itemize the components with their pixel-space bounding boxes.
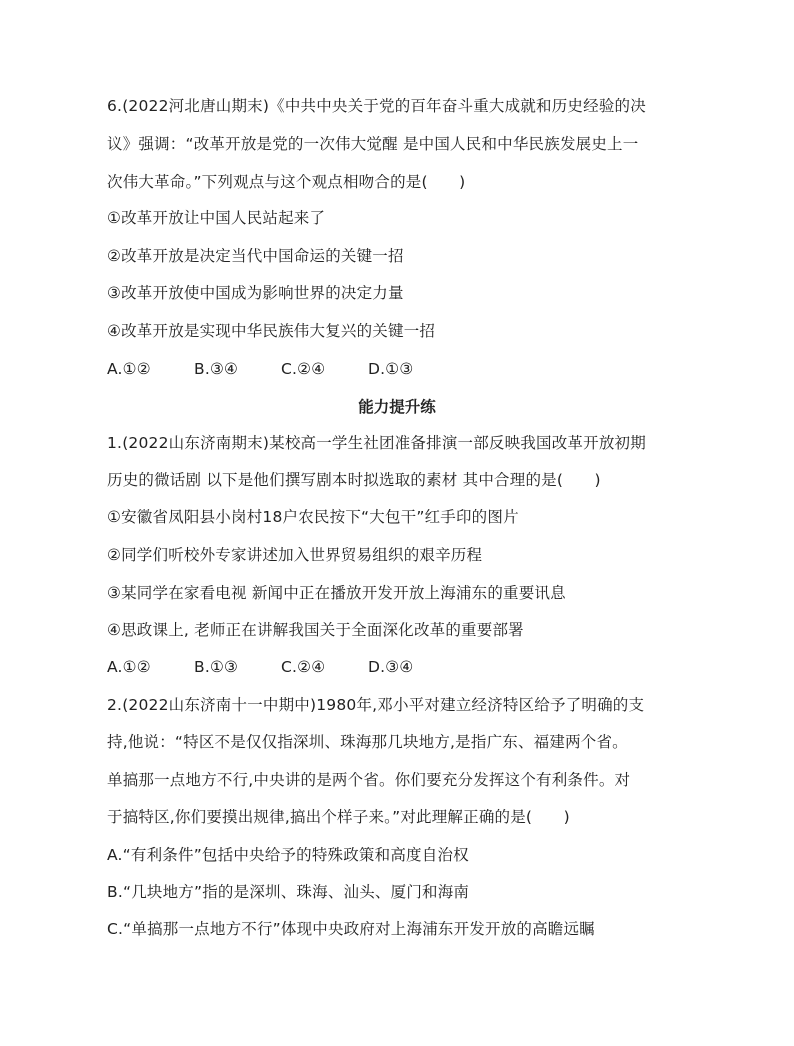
q6-item-1: ①改革开放让中国人民站起来了 — [107, 209, 326, 227]
q6-item-2: ②改革开放是决定当代中国命运的关键一招 — [107, 247, 404, 265]
q2-stem-line-1: 2.(2022山东济南十一中期中)1980年,邓小平对建立经济特区给予了明确的支 — [107, 696, 645, 714]
q1-item-1: ①安徽省凤阳县小岗村18户农民按下“大包干”红手印的图片 — [107, 508, 519, 526]
q1-stem-line-1: 1.(2022山东济南期末)某校高一学生社团准备排演一部反映我国改革开放初期 — [107, 434, 646, 452]
q6-option-b: B.③④ — [194, 360, 239, 378]
section-title: 能力提升练 — [358, 398, 436, 416]
q6-option-c: C.②④ — [281, 360, 326, 378]
q2-option-a: A.“有利条件”包括中央给予的特殊政策和高度自治权 — [107, 846, 469, 864]
q2-option-c: C.“单搞那一点地方不行”体现中央政府对上海浦东开发开放的高瞻远瞩 — [107, 920, 595, 938]
q1-options — [107, 656, 413, 678]
q1-option-a: A.①② — [107, 658, 151, 676]
q1-option-c: C.②④ — [281, 658, 326, 676]
q1-item-3: ③某同学在家看电视 新闻中正在播放开发开放上海浦东的重要讯息 — [107, 584, 566, 602]
q1-option-d: D.③④ — [368, 658, 414, 676]
q1-stem-line-2: 历史的微话剧 以下是他们撰写剧本时拟选取的素材 其中合理的是( ) — [107, 471, 601, 489]
q6-item-4: ④改革开放是实现中华民族伟大复兴的关键一招 — [107, 322, 436, 340]
q6-options — [107, 358, 413, 380]
q2-stem-line-2: 持,他说：“特区不是仅仅指深圳、珠海那几块地方,是指广东、福建两个省。 — [107, 733, 628, 751]
q2-stem-line-4: 于搞特区,你们要摸出规律,搞出个样子来。”对此理解正确的是( ) — [107, 808, 570, 826]
q6-stem-line-3: 次伟大革命。”下列观点与这个观点相吻合的是( ) — [107, 173, 466, 191]
q6-stem-line-2: 议》强调：“改革开放是党的一次伟大觉醒 是中国人民和中华民族发展史上一 — [107, 135, 639, 153]
q2-stem-line-3: 单搞那一点地方不行,中央讲的是两个省。你们要充分发挥这个有利条件。对 — [107, 771, 631, 789]
q6-option-d: D.①③ — [368, 360, 414, 378]
q1-item-4: ④思政课上, 老师正在讲解我国关于全面深化改革的重要部署 — [107, 621, 524, 639]
q1-item-2: ②同学们听校外专家讲述加入世界贸易组织的艰辛历程 — [107, 546, 483, 564]
q6-stem-line-1: 6.(2022河北唐山期末)《中共中央关于党的百年奋斗重大成就和历史经验的决 — [107, 97, 646, 115]
q2-option-b: B.“几块地方”指的是深圳、珠海、汕头、厦门和海南 — [107, 883, 470, 901]
q1-option-b: B.①③ — [194, 658, 239, 676]
q6-option-a: A.①② — [107, 360, 151, 378]
q6-item-3: ③改革开放使中国成为影响世界的决定力量 — [107, 284, 404, 302]
